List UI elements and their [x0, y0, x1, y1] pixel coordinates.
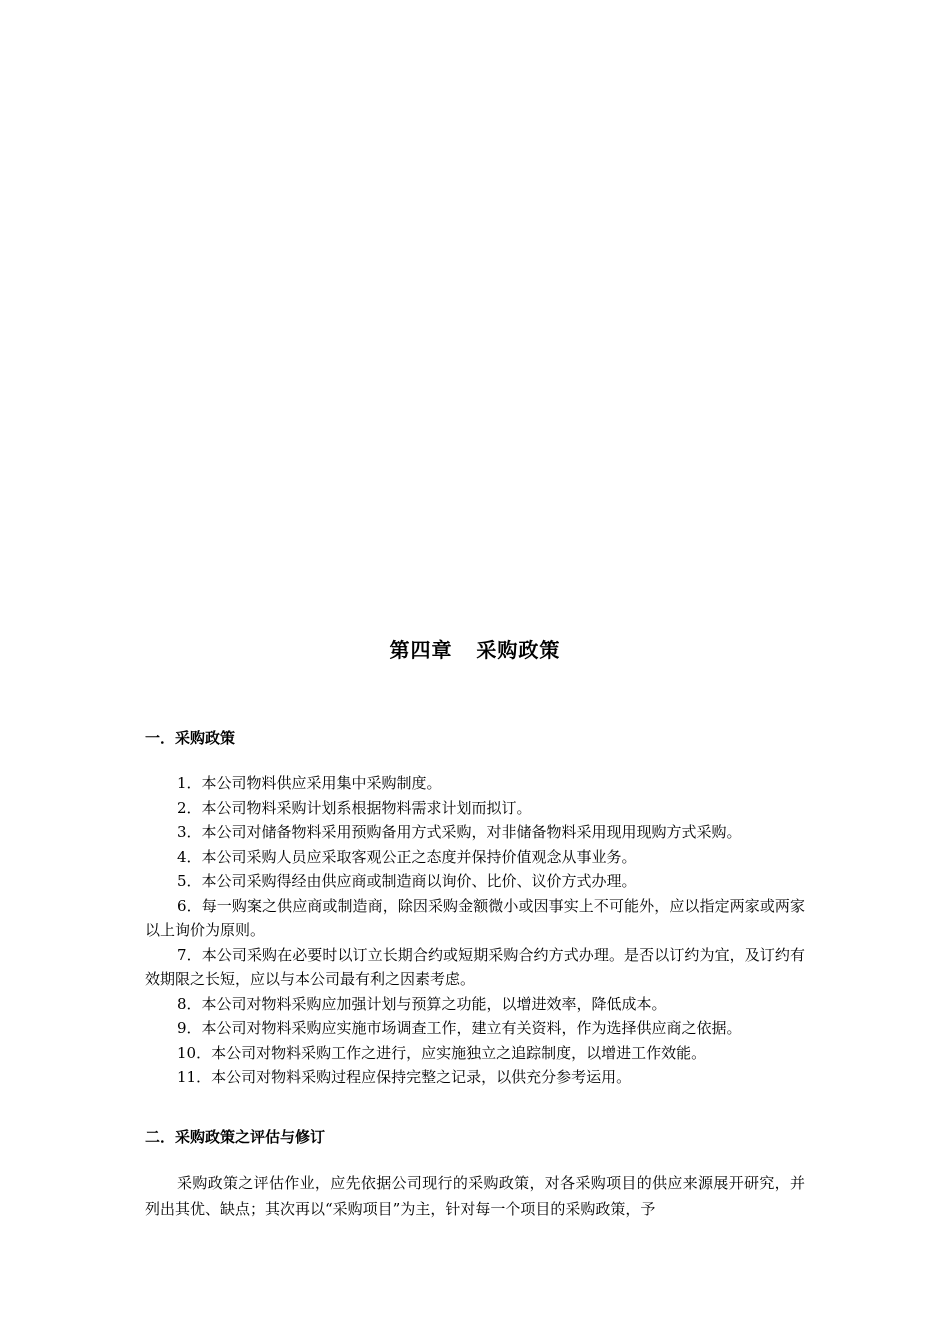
- list-item: 6．每一购案之供应商或制造商，除因采购金额微小或因事实上不可能外，应以指定两家或两家以上询价为原则。: [145, 896, 805, 939]
- list-item: 10．本公司对物料采购工作之进行，应实施独立之追踪制度，以增进工作效能。: [177, 1043, 707, 1062]
- list-item: 5．本公司采购得经由供应商或制造商以询价、比价、议价方式办理。: [177, 872, 637, 890]
- list-item: 1．本公司物料供应采用集中采购制度。: [177, 774, 442, 792]
- list-item: 2．本公司物料采购计划系根据物料需求计划而拟订。: [177, 798, 532, 817]
- chapter-title: 第四章 采购政策: [389, 638, 561, 662]
- list-item: 7．本公司采购在必要时以订立长期合约或短期采购合约方式办理。是否以订约为宜，及订约有效期限之长短，应以与本公司最有利之因素考虑。: [145, 945, 805, 988]
- evaluation-paragraph-block: [145, 1170, 805, 1222]
- section-heading-policy-evaluation: 二．采购政策之评估与修订: [145, 1128, 326, 1146]
- list-item: 11．本公司对物料采购过程应保持完整之记录，以供充分参考运用。: [177, 1068, 632, 1086]
- list-item: 8．本公司对物料采购应加强计划与预算之功能，以增进效率，降低成本。: [177, 994, 667, 1013]
- list-item: 9．本公司对物料采购应实施市场调查工作，建立有关资料，作为选择供应商之依据。: [177, 1019, 742, 1037]
- list-item: 4．本公司采购人员应采取客观公正之态度并保持价值观念从事业务。: [177, 847, 637, 866]
- policy-list: [145, 771, 805, 1090]
- section-heading-purchasing-policy: 一．采购政策: [145, 729, 236, 747]
- evaluation-paragraph: 采购政策之评估作业，应先依据公司现行的采购政策，对各采购项目的供应来源展开研究，并列出其优、缺点；其次再以“采购项目”为主，针对每一个项目的采购政策，予: [145, 1174, 805, 1218]
- list-item: 3．本公司对储备物料采用预购备用方式采购，对非储备物料采用现用现购方式采购。: [177, 823, 742, 841]
